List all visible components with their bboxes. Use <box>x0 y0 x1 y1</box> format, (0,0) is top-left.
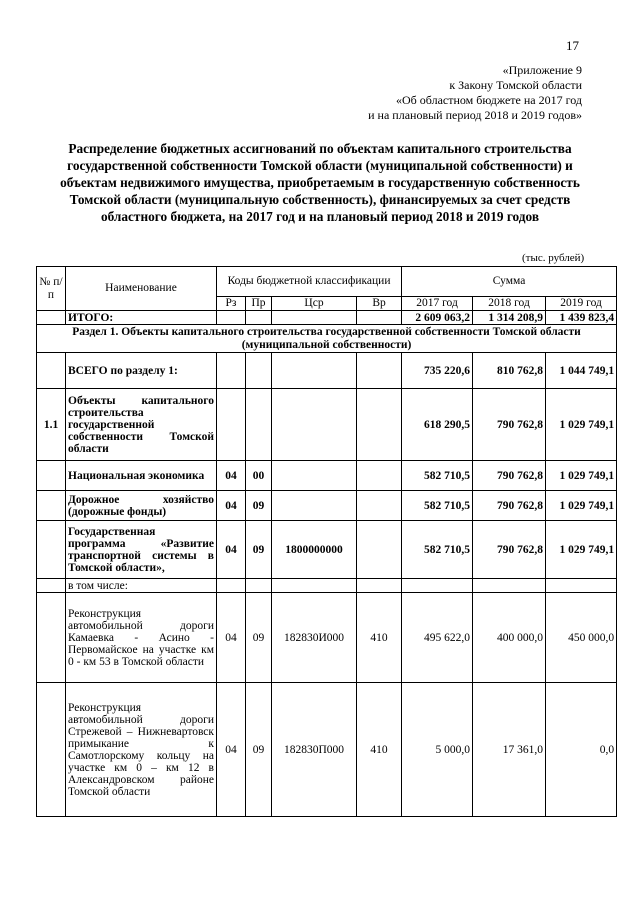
row-name: Национальная экономика <box>66 461 217 491</box>
page-number: 17 <box>566 38 579 53</box>
row-csr <box>272 579 357 593</box>
total-2017: 2 609 063,2 <box>402 311 473 325</box>
table-row <box>37 683 617 817</box>
row-num <box>37 521 66 579</box>
row-rz: 04 <box>217 521 246 579</box>
row-num <box>37 683 66 817</box>
annex-line: и на плановый период 2018 и 2019 годов» <box>368 108 582 122</box>
row-csr: 182830И000 <box>272 593 357 683</box>
row-2017: 582 710,5 <box>402 521 473 579</box>
header-row <box>37 267 617 297</box>
section-row <box>37 325 617 353</box>
row-csr <box>272 461 357 491</box>
header-rz: Рз <box>217 297 246 311</box>
row-2018: 790 762,8 <box>473 521 546 579</box>
row-name: Объекты капитального строительства государственной собственности Томской области <box>66 389 217 461</box>
annex-line: «Об областном бюджете на 2017 год <box>396 93 582 107</box>
header-2018: 2018 год <box>473 297 546 311</box>
row-rz: 04 <box>217 461 246 491</box>
row-2019: 450 000,0 <box>546 593 617 683</box>
units-note: (тыс. рублей) <box>522 252 585 264</box>
row-2018: 810 762,8 <box>473 353 546 389</box>
row-rz <box>217 579 246 593</box>
header-vr: Вр <box>357 297 402 311</box>
table-row <box>37 461 617 491</box>
row-rz: 04 <box>217 491 246 521</box>
row-pr <box>246 579 272 593</box>
total-row <box>37 311 617 325</box>
row-rz <box>217 389 246 461</box>
row-rz: 04 <box>217 593 246 683</box>
row-pr <box>246 389 272 461</box>
row-vr <box>357 353 402 389</box>
row-name: в том числе: <box>66 579 217 593</box>
row-num <box>37 461 66 491</box>
row-vr <box>357 461 402 491</box>
budget-table <box>36 266 617 817</box>
row-num <box>37 353 66 389</box>
row-2019: 0,0 <box>546 683 617 817</box>
row-csr <box>272 353 357 389</box>
header-num: № п/п <box>37 267 66 311</box>
row-rz <box>217 353 246 389</box>
row-2019: 1 029 749,1 <box>546 521 617 579</box>
row-num <box>37 593 66 683</box>
header-2017: 2017 год <box>402 297 473 311</box>
row-2018: 790 762,8 <box>473 389 546 461</box>
row-2017 <box>402 579 473 593</box>
row-vr <box>357 491 402 521</box>
header-sum: Сумма <box>402 267 617 297</box>
header-csr: Цср <box>272 297 357 311</box>
row-vr <box>357 579 402 593</box>
row-num: 1.1 <box>37 389 66 461</box>
table-row <box>37 491 617 521</box>
row-2017: 495 622,0 <box>402 593 473 683</box>
row-2017: 582 710,5 <box>402 461 473 491</box>
row-2018: 790 762,8 <box>473 461 546 491</box>
total-label: ИТОГО: <box>66 311 217 325</box>
row-name: Реконструкция автомобильной дороги Стрежевой – Нижневартовск примыкание к Самотлорскому кольцу на участке км 0 – км 12 в Александровском районе Томской области <box>66 683 217 817</box>
annex-line: к Закону Томской области <box>449 78 582 92</box>
header-2019: 2019 год <box>546 297 617 311</box>
row-name: Реконструкция автомобильной дороги Камаевка - Асино - Первомайское на участке км 0 - км 53 в Томской области <box>66 593 217 683</box>
row-pr: 09 <box>246 593 272 683</box>
annex-line: «Приложение 9 <box>502 63 582 77</box>
row-2017: 5 000,0 <box>402 683 473 817</box>
row-2018 <box>473 579 546 593</box>
row-csr <box>272 491 357 521</box>
row-pr <box>246 353 272 389</box>
row-num <box>37 579 66 593</box>
row-2019: 1 029 749,1 <box>546 491 617 521</box>
table-row <box>37 579 617 593</box>
table-row <box>37 593 617 683</box>
document-title: Распределение бюджетных ассигнований по объектам капитального строительства государственной собственности Томской области (муниципальной собственности) и объектам недвижимого имущества, приобретаемым в государственную собственность Томской области (муниципальную собственность), финансируемых за счет средств областного бюджета, на 2017 год и на плановый период 2018 и 2019 годов <box>60 141 580 224</box>
total-2018: 1 314 208,9 <box>473 311 546 325</box>
row-csr <box>272 389 357 461</box>
row-pr: 09 <box>246 491 272 521</box>
header-pr: Пр <box>246 297 272 311</box>
total-2019: 1 439 823,4 <box>546 311 617 325</box>
row-csr: 182830П000 <box>272 683 357 817</box>
row-2017: 735 220,6 <box>402 353 473 389</box>
table-row <box>37 521 617 579</box>
row-vr: 410 <box>357 683 402 817</box>
annex-reference <box>282 63 582 123</box>
header-codes: Коды бюджетной классификации <box>217 267 402 297</box>
section-title: Раздел 1. Объекты капитального строительства государственной собственности Томской области (муниципальной собственности) <box>37 325 617 353</box>
row-2017: 582 710,5 <box>402 491 473 521</box>
row-2019: 1 029 749,1 <box>546 389 617 461</box>
row-rz: 04 <box>217 683 246 817</box>
row-csr: 1800000000 <box>272 521 357 579</box>
row-2018: 17 361,0 <box>473 683 546 817</box>
row-pr: 09 <box>246 683 272 817</box>
row-pr: 00 <box>246 461 272 491</box>
row-name: Дорожное хозяйство (дорожные фонды) <box>66 491 217 521</box>
row-2018: 400 000,0 <box>473 593 546 683</box>
row-2018: 790 762,8 <box>473 491 546 521</box>
table-row <box>37 353 617 389</box>
row-2019 <box>546 579 617 593</box>
row-2019: 1 044 749,1 <box>546 353 617 389</box>
row-num <box>37 491 66 521</box>
header-name: Наименование <box>66 267 217 311</box>
table-row <box>37 389 617 461</box>
row-2017: 618 290,5 <box>402 389 473 461</box>
row-vr <box>357 389 402 461</box>
row-name: Государственная программа «Развитие транспортной системы в Томской области», <box>66 521 217 579</box>
row-pr: 09 <box>246 521 272 579</box>
row-vr: 410 <box>357 593 402 683</box>
row-2019: 1 029 749,1 <box>546 461 617 491</box>
row-name: ВСЕГО по разделу 1: <box>66 353 217 389</box>
row-vr <box>357 521 402 579</box>
